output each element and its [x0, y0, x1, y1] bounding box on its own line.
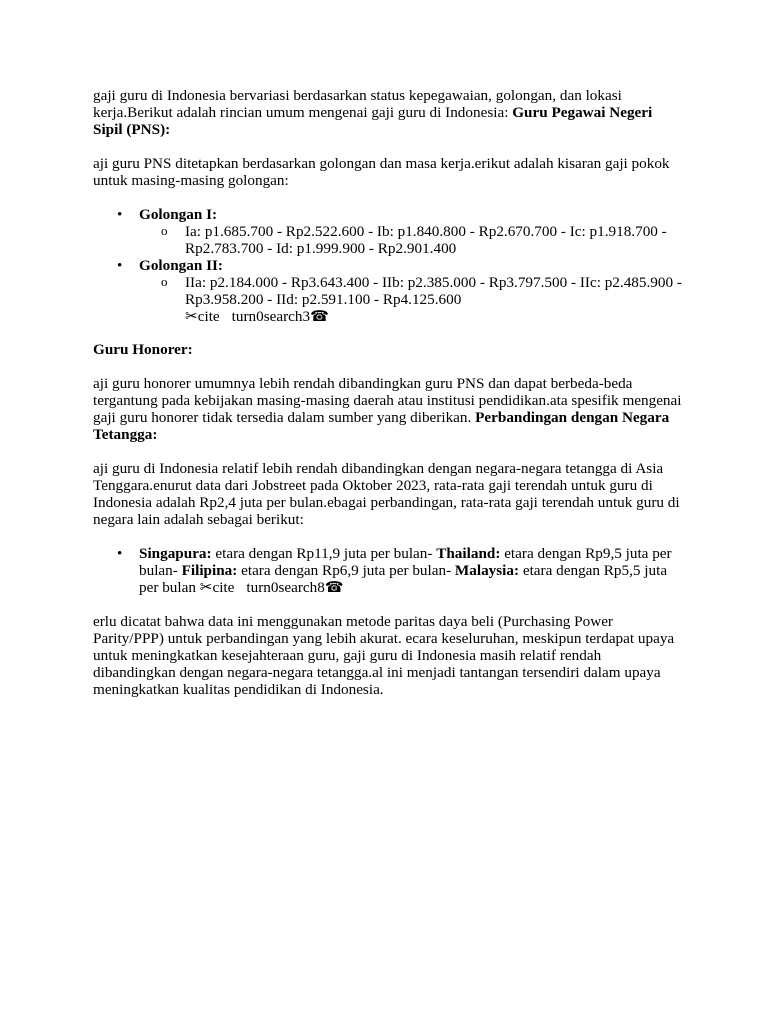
- golongan-label: Golongan I:: [139, 206, 218, 223]
- golongan-list: [93, 206, 683, 325]
- list-item: [185, 274, 683, 325]
- list-item: [139, 206, 683, 257]
- golongan-label: Golongan II:: [139, 257, 223, 274]
- list-item: [139, 545, 683, 596]
- golongan-detail: IIa: p2.184.000 - Rp3.643.400 - IIb: p2.385.000 - Rp3.797.500 - IIc: p2.485.900 - Rp3.958.200 - IId: p2.591.100 - Rp4.125.600: [185, 274, 682, 308]
- honorer-heading-paragraph: [93, 341, 683, 358]
- list-item: [139, 257, 683, 325]
- intro-text: gaji guru di Indonesia bervariasi berdasarkan status kepegawaian, golongan, dan lokasi kerja.Berikut adalah rincian umum mengenai gaji guru di Indonesia:: [93, 87, 622, 121]
- country-name: Filipina:: [181, 562, 238, 579]
- cite-ref: turn0search8: [246, 579, 325, 596]
- country-name: Singapura:: [139, 545, 212, 562]
- intro-paragraph: [93, 87, 683, 138]
- honorer-heading: Guru Honorer:: [93, 341, 193, 358]
- country-value: etara dengan Rp11,9 juta per bulan-: [211, 545, 437, 562]
- list-item: o Ia: p1.685.700 - Rp2.522.600 - Ib: p1.840.800 - Rp2.670.700 - Ic: p1.918.700 - Rp2.783.700 - Id: p1.999.900 - Rp2.901.400: [185, 223, 683, 257]
- country-value: etara dengan Rp9,5 juta per bulan-: [139, 545, 672, 579]
- honorer-paragraph: [93, 375, 683, 443]
- document-page: [93, 87, 683, 698]
- pns-paragraph: aji guru PNS ditetapkan berdasarkan golongan dan masa kerja.erikut adalah kisaran gaji pokok untuk masing-masing golongan:: [93, 155, 670, 189]
- scissors-icon: ✂: [185, 308, 198, 325]
- honorer-text: aji guru honorer umumnya lebih rendah dibandingkan guru PNS dan dapat berbeda-beda tergantung pada kebijakan masing-masing daerah atau institusi pendidikan.ata spesifik mengenai gaji guru honorer tidak tersedia dalam sumber yang diberikan.: [93, 375, 682, 426]
- pns-heading: Guru Pegawai Negeri Sipil (PNS):: [93, 104, 653, 138]
- comparison-heading: Perbandingan dengan Negara Tetangga:: [93, 409, 670, 443]
- citation[interactable]: [200, 579, 344, 596]
- cite-word: cite: [197, 308, 220, 325]
- country-list: [93, 545, 683, 596]
- scissors-icon: ✂: [199, 579, 213, 596]
- country-name: Thailand:: [436, 545, 501, 562]
- citation[interactable]: [185, 308, 329, 325]
- cite-ref: turn0search3: [231, 308, 311, 325]
- cite-word: cite: [212, 579, 235, 596]
- country-value: etara dengan Rp6,9 juta per bulan-: [237, 562, 455, 579]
- comparison-paragraph: aji guru di Indonesia relatif lebih rendah dibandingkan dengan negara-negara tetangga di Asia Tenggara.enurut data dari Jobstreet pada Oktober 2023, rata-rata gaji terendah untuk guru di Indonesia adalah Rp2,4 juta per bulan.ebagai perbandingan, rata-rata gaji terendah untuk guru di negara lain adalah sebagai berikut:: [93, 460, 680, 528]
- country-name: Malaysia:: [454, 562, 520, 579]
- telephone-icon: ☎: [324, 579, 344, 596]
- country-value: etara dengan Rp5,5 juta per bulan: [139, 562, 668, 596]
- telephone-icon: ☎: [310, 308, 330, 325]
- conclusion-paragraph: erlu dicatat bahwa data ini menggunakan metode paritas daya beli (Purchasing Power Parity/PPP) untuk perbandingan yang lebih akurat. ecara keseluruhan, meskipun terdapat upaya untuk meningkatkan kesejahteraan guru, gaji guru di Indonesia masih relatif rendah dibandingkan dengan negara-negara tetangga.al ini menjadi tantangan tersendiri dalam upaya meningkatkan kualitas pendidikan di Indonesia.: [93, 613, 675, 698]
